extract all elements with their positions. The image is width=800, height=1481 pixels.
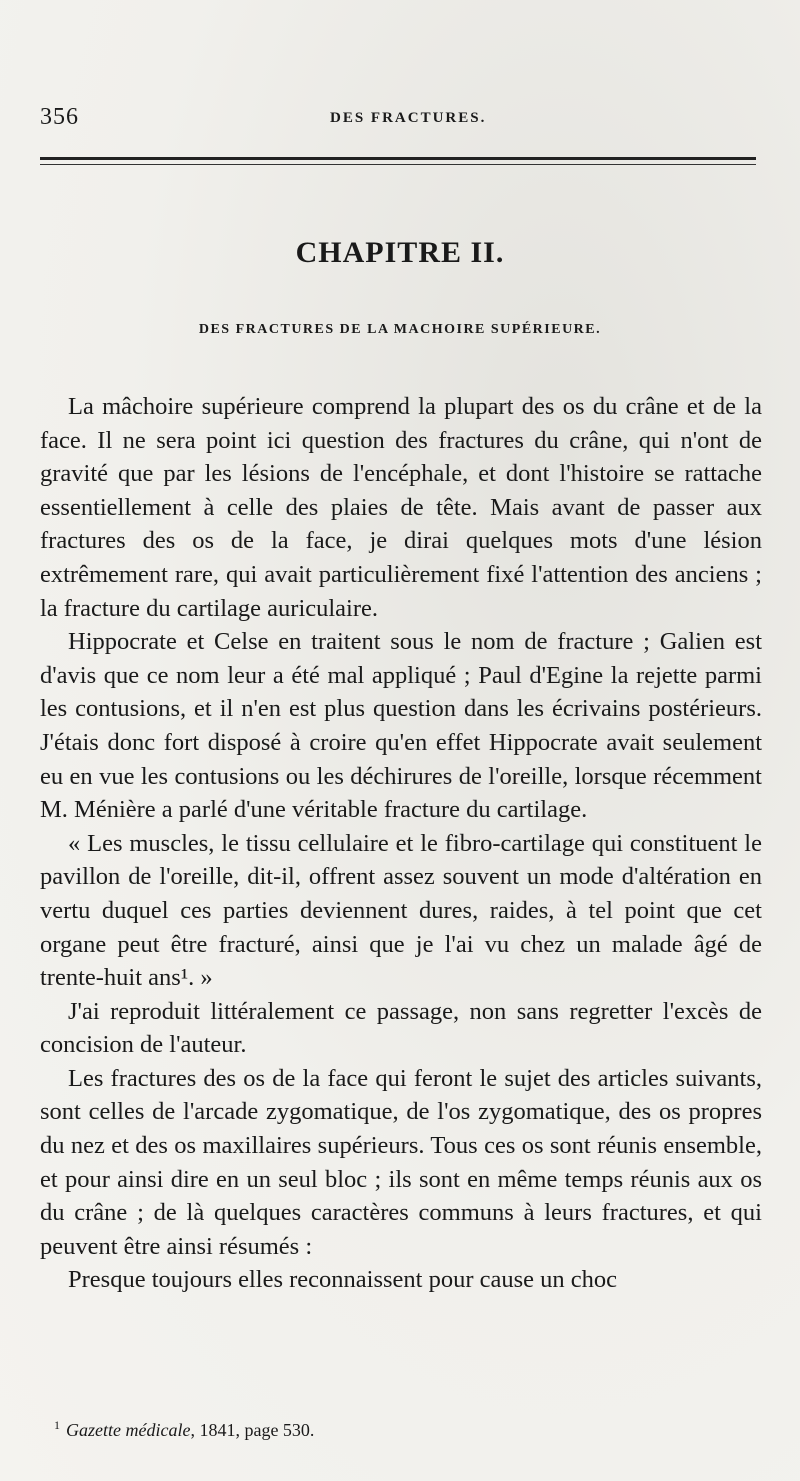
- paragraph: Presque toujours elles reconnaissent pour cause un choc: [68, 1266, 618, 1294]
- page-header: [40, 104, 756, 134]
- chapter-subtitle: DES FRACTURES DE LA MACHOIRE SUPÉRIEURE.: [198, 322, 602, 337]
- running-head: DES FRACTURES.: [330, 110, 487, 126]
- page-number: 356: [40, 104, 79, 130]
- paragraph: La mâchoire supérieure comprend la plupart des os du crâne et de la face. Il ne sera point ici question des fractures du crâne, qui n'ont de gravité que par les lésions de l'encéphale, et dont l'histoire se rattache essentiellement à celle des plaies de tête. Mais avant de passer aux fractures des os de la face, je dirai quelques mots d'une lésion extrêmement rare, qui avait particulièrement fixé l'attention des anciens ; la fracture du cartilage auriculaire.: [40, 393, 762, 622]
- header-rule-thin: [40, 164, 756, 165]
- paragraph: J'ai reproduit littéralement ce passage, non sans regretter l'excès de concision de l'auteur.: [40, 997, 762, 1059]
- chapter-title: CHAPITRE II.: [295, 236, 505, 269]
- paragraph: « Les muscles, le tissu cellulaire et le fibro-cartilage qui constituent le pavillon de l'oreille, dit-il, offrent assez souvent un mode d'altération en vertu duquel ces parties deviennent dures, raides, à tel point que cet organe peut être fracturé, ainsi que je l'ai vu chez un malade âgé de trente-huit ans¹. »: [40, 829, 762, 992]
- footnote-source: Gazette médicale: [66, 1420, 191, 1440]
- footnote-details: , 1841, page 530.: [190, 1420, 315, 1440]
- footnote: [54, 1418, 754, 1441]
- paragraph: Hippocrate et Celse en traitent sous le nom de fracture ; Galien est d'avis que ce nom leur a été mal appliqué ; Paul d'Egine la rejette parmi les contusions, et il n'en est plus question dans les écrivains postérieurs. J'étais donc fort disposé à croire qu'en effet Hippocrate avait seulement eu en vue les contusions ou les déchirures de l'oreille, lorsque récemment M. Ménière a parlé d'une véritable fracture du cartilage.: [40, 628, 762, 824]
- paragraph: Les fractures des os de la face qui feront le sujet des articles suivants, sont celles de l'arcade zygomatique, de l'os zygomatique, des os propres du nez et des os maxillaires supérieurs. Tous ces os sont réunis ensemble, et pour ainsi dire en un seul bloc ; ils sont en même temps réunis aux os du crâne ; de là quelques caractères communs à leurs fractures, et qui peuvent être ainsi résumés :: [40, 1064, 762, 1260]
- body-text: [40, 390, 762, 1297]
- footnote-mark: 1: [54, 1418, 60, 1432]
- header-rule-thick: [40, 157, 756, 160]
